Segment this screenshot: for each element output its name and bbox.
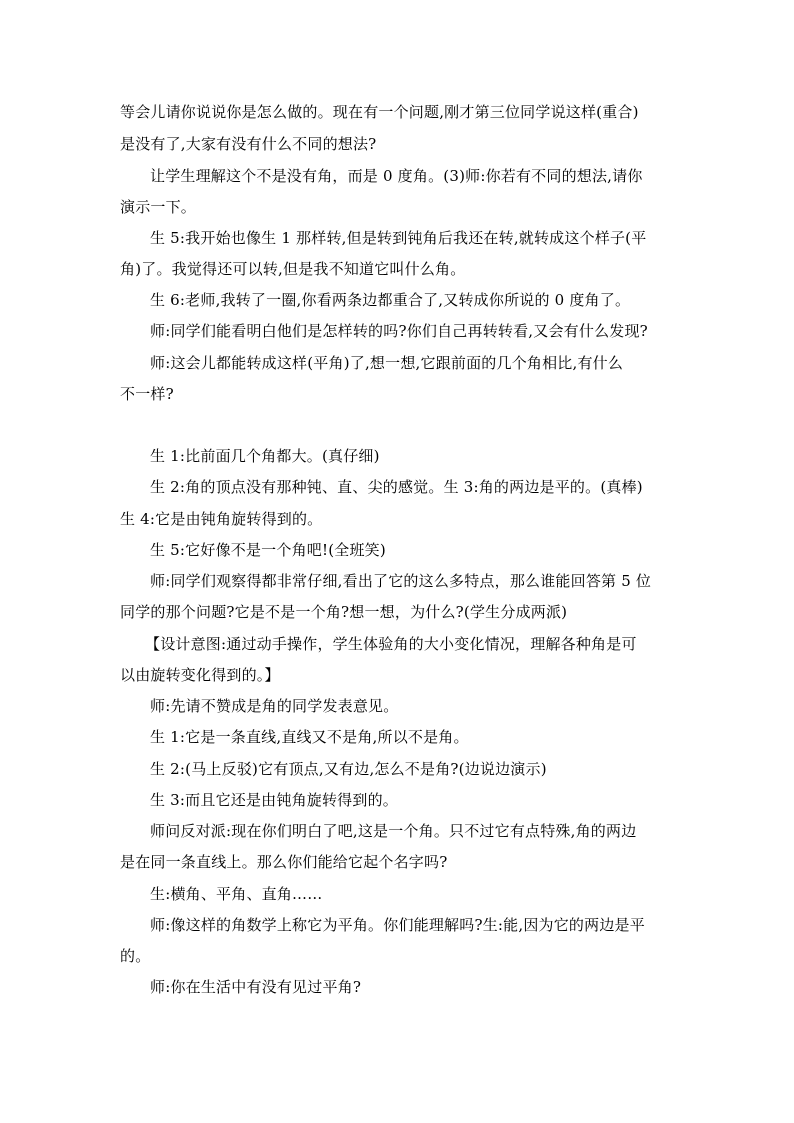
text-line: 以由旋转变化得到的。】 [120,666,280,684]
text-line: 【设计意图:通过动手操作，学生体验角的大小变化情况，理解各种角是可 [145,635,637,653]
text-line: 生 1:比前面几个角都大。(真仔细) [150,447,380,465]
text-line: 生 4:它是由钝角旋转得到的。 [120,510,323,528]
text-line: 师:这会儿都能转成这样(平角)了,想一想,它跟前面的几个角相比,有什么 [150,354,624,372]
text-line: 生 5:它好像不是一个角吧!(全班笑) [150,541,386,559]
text-line: 不一样? [120,385,174,403]
text-line: 生 2:角的顶点没有那种钝、直、尖的感觉。生 3:角的两边是平的。(真棒) [150,478,643,496]
text-line: 让学生理解这个不是没有角，而是 0 度角。(3)师:你若有不同的想法,请你 [150,167,643,185]
text-line: 生 2:(马上反驳)它有顶点,又有边,怎么不是角?(边说边演示) [150,760,547,778]
text-line: 是在同一条直线上。那么你们能给它起个名字吗? [120,853,448,871]
text-line: 生:横角、平角、直角…… [150,885,323,903]
text-line: 师:像这样的角数学上称它为平角。你们能理解吗?生:能,因为它的两边是平 [150,916,645,934]
text-line: 的。 [120,947,151,965]
text-line: 师:你在生活中有没有见过平角? [150,978,362,996]
text-line: 同学的那个问题?它是不是一个角?想一想，为什么?(学生分成两派) [120,603,568,621]
text-line: 师:先请不赞成是角的同学发表意见。 [150,697,399,715]
text-line: 角)了。我觉得还可以转,但是我不知道它叫什么角。 [120,260,466,278]
text-line: 师:同学们能看明白他们是怎样转的吗?你们自己再转转看,又会有什么发现? [150,322,648,340]
text-line: 生 5:我开始也像生 1 那样转,但是转到钝角后我还在转,就转成这个样子(平 [150,229,647,247]
text-line: 师问反对派:现在你们明白了吧,这是一个角。只不过它有点特殊,角的两边 [150,822,637,840]
text-line: 等会儿请你说说你是怎么做的。现在有一个问题,刚才第三位同学说这样(重合) [120,103,639,121]
text-line: 师:同学们观察得都非常仔细,看出了它的这么多特点，那么谁能回答第 5 位 [150,572,652,590]
text-line: 演示一下。 [120,198,197,216]
text-line: 生 6:老师,我转了一圈,你看两条边都重合了,又转成你所说的 0 度角了。 [150,291,631,309]
text-line: 生 3:而且它还是由钝角旋转得到的。 [150,791,398,809]
text-line: 是没有了,大家有没有什么不同的想法? [120,135,377,153]
text-line: 生 1:它是一条直线,直线又不是角,所以不是角。 [150,728,469,746]
